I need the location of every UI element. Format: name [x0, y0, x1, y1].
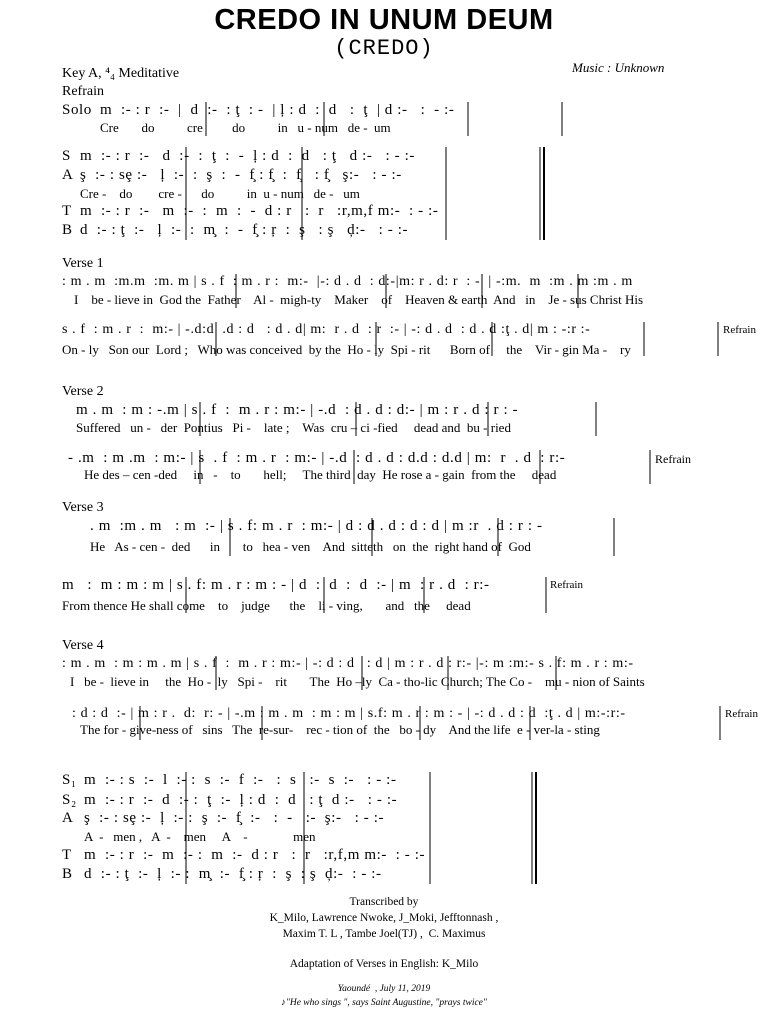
part-label-t: T — [62, 203, 72, 219]
verse-1-line-1-notes: : m . m :m.m :m. m | s . f : m . r : m:- |-: d . d : d:-|m: r . d: r : - | -:m. m :m . m :m . m — [62, 274, 633, 289]
solo-notes: m :- : r :- | d :- : ţ : - | ļ : d : d : ţ | d :- : - :- — [100, 102, 459, 118]
key-signature: Key A, ⁴₄ Meditative — [62, 66, 180, 81]
part-label-b: B — [62, 222, 73, 238]
part-notes-s: m :- : r :- d :- : ţ : - ļ : d : d : ţ d :- : - :- — [80, 148, 415, 164]
part-label-a: A — [62, 167, 74, 183]
verse-2-refrain-tag: Refrain — [655, 452, 691, 466]
refrain-heading: Refrain — [62, 84, 104, 99]
verse-3-refrain-tag: Refrain — [550, 579, 583, 591]
amen-lyrics: A - men , A - men A - men — [84, 829, 316, 844]
verse-2-line-1-notes: m . m : m : -.m | s . f : m . r : m:- | -.d : d . d : d:- | m : r . d : r : - — [76, 402, 519, 418]
solo-lyrics: Cre do cre do in u - num de - um — [100, 120, 391, 135]
amen-notes-b: d :- : ţ :- ļ :- : m̧ :- f̧ : ŗ : ş : ş ḑ:- : - :- — [84, 866, 382, 882]
choir-lyrics: Cre - do cre - do in u - num de - um — [80, 186, 360, 201]
verse-1-line-2-notes: s . f : m . r : m:- | -.d:d .d : d : d . d| m: r . d : r :- | -: d . d : d . d :ţ . d| m : -:r :- — [62, 322, 591, 337]
amen-label-s2: S₂ — [62, 792, 77, 808]
verse-3-line-1-notes: . m :m . m : m :- | s . f: m . r : m:- | d : d . d : d : d | m :r . d : r : - — [90, 518, 543, 534]
amen-label-s1: S₁ — [62, 772, 77, 788]
verse-2-line-1-lyrics: Suffered un - der Pontius Pi - late ; Was cru – ci -fied dead and bu - ried — [76, 420, 511, 435]
place-date: Yaoundé , July 11, 2019 — [337, 984, 431, 994]
amen-notes-t: m :- : r :- m :- : m :- d : r : r :r,f,m m:- : - :- — [84, 847, 426, 863]
verse-1-line-1-lyrics: I be - lieve in God the Father Al - migh-ty Maker of Heaven & earth And in Je - sus Christ His — [74, 292, 644, 307]
transcribers-line-2: Maxim T. L , Tambe Joel(TJ) , C. Maximus — [282, 928, 486, 940]
verse-1-heading: Verse 1 — [62, 256, 104, 271]
amen-label-a: A — [62, 810, 74, 826]
page-subtitle: (CREDO) — [334, 36, 434, 61]
verse-3-line-2-notes: m : m : m : m | s . f: m . r : m : - | d : d : d :- | m : r . d : r:- — [62, 577, 490, 593]
amen-notes-a: ş :- : sȩ :- ļ :- : ş :- f̧ :- : - :- ş:- : - :- — [84, 810, 385, 826]
verse-4-line-2-lyrics: The for - give-ness of sins The re-sur- rec - tion of the bo - dy And the life e - ver-la - sting — [80, 722, 600, 737]
quote: ♪"He who sings ", says Saint Augustine, "prays twice" — [281, 998, 487, 1008]
amen-label-b: B — [62, 866, 73, 882]
solo-label: Solo — [62, 102, 92, 118]
verse-4-heading: Verse 4 — [62, 638, 104, 653]
verse-1-refrain-tag: Refrain — [723, 324, 756, 336]
page-title: CREDO IN UNUM DEUM — [214, 4, 554, 36]
verse-2-line-2-notes: - .m : m .m : m:- | s . f : m . r : m:- | -.d : d . d : d.d : d.d | m: r . d : r:- — [68, 450, 566, 466]
part-notes-t: m :- : r :- m :- : m : - d : r : r :r,m,f m:- : - :- — [80, 203, 439, 219]
transcribed-by-label: Transcribed by — [349, 896, 419, 908]
verse-2-line-2-lyrics: He des – cen -ded in - to hell; The third day He rose a - gain from the dead — [84, 467, 557, 482]
music-credit: Music : Unknown — [572, 60, 665, 75]
transcribers-line-1: K_Milo, Lawrence Nwoke, J_Moki, Jefftonnash , — [269, 912, 499, 924]
verse-4-line-2-notes: : d : d :- | m : r . d: r: - | -.m : m . m : m : m | s.f: m . r : m : - | -: d . d : d :ţ . d | m:-:r:- — [72, 706, 626, 721]
verse-1-line-2-lyrics: On - ly Son our Lord ; Who was conceived by the Ho - ly Spi - rit Born of the Vir - gin Ma - ry — [62, 342, 631, 357]
amen-notes-s2: m :- : r :- d :- : ţ :- ļ : d : d : ţ d :- : - :- — [84, 792, 398, 808]
verse-3-heading: Verse 3 — [62, 500, 104, 515]
part-notes-a: ş :- : sȩ :- ļ :- : ş : - f̧ : f̧ : f̧ : f̧ ş:- : - :- — [80, 167, 402, 183]
adaptation-credit: Adaptation of Verses in English: K_Milo — [289, 958, 479, 970]
amen-label-t: T — [62, 847, 72, 863]
verse-2-heading: Verse 2 — [62, 384, 104, 399]
amen-notes-s1: m :- : s :- l :- : s :- f :- : s :- s :- : - :- — [84, 772, 397, 788]
verse-4-refrain-tag: Refrain — [725, 708, 758, 720]
verse-4-line-1-lyrics: I be - lieve in the Ho - ly Spi - rit The Ho –ly Ca - tho-lic Church; The Co - mu - nion of Saints — [70, 674, 645, 689]
verse-4-line-1-notes: : m . m : m : m . m | s . f : m . r : m:- | -: d : d : d | m : r . d : r:- |-: m :m:- s . f: m . r : m:- — [62, 656, 634, 671]
part-label-s: S — [62, 148, 71, 164]
verse-3-line-1-lyrics: He As - cen - ded in to hea - ven And sitteth on the right hand of God — [90, 539, 531, 554]
verse-3-line-2-lyrics: From thence He shall come to judge the li - ving, and the dead — [62, 598, 471, 613]
part-notes-b: d :- : ţ :- ļ :- : m̧ : - f̧ : ŗ : ş : ş ḑ:- : - :- — [80, 222, 409, 238]
